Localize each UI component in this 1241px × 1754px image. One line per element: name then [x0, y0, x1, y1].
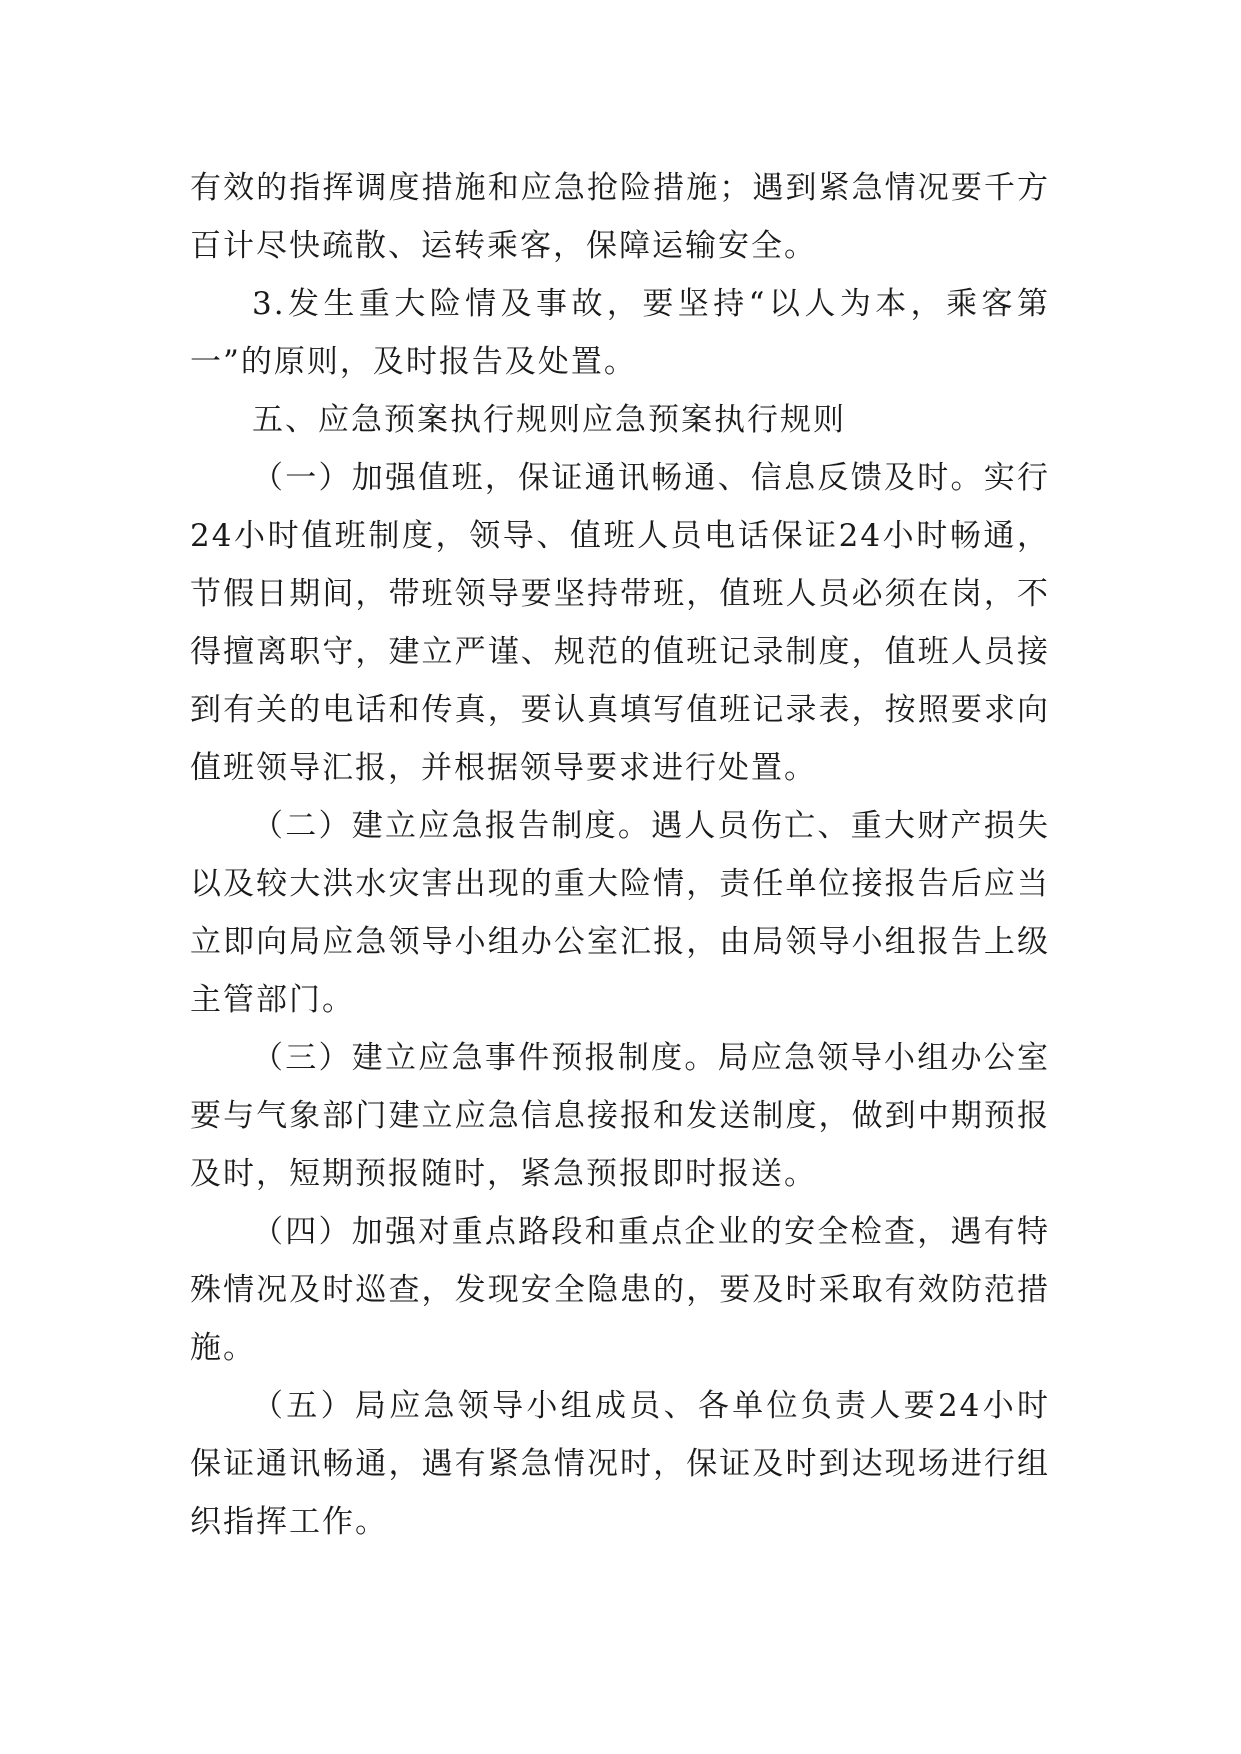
paragraph-continuation: 有效的指挥调度措施和应急抢险措施；遇到紧急情况要千方百计尽快疏散、运转乘客，保障运输安全。 [190, 170, 1050, 264]
paragraph-section-5: （五）局应急领导小组成员、各单位负责人要24小时保证通讯畅通，遇有紧急情况时，保证及时到达现场进行组织指挥工作。 [190, 1388, 1050, 1540]
paragraph-section-2: （二）建立应急报告制度。遇人员伤亡、重大财产损失以及较大洪水灾害出现的重大险情，责任单位接报告后应当立即向局应急领导小组办公室汇报，由局领导小组报告上级主管部门。 [190, 808, 1050, 1018]
paragraph-section-4: （四）加强对重点路段和重点企业的安全检查，遇有特殊情况及时巡查，发现安全隐患的，要及时采取有效防范措施。 [190, 1214, 1050, 1366]
paragraph-section-1: （一）加强值班，保证通讯畅通、信息反馈及时。实行24小时值班制度，领导、值班人员电话保证24小时畅通，节假日期间，带班领导要坚持带班，值班人员必须在岗，不得擅离职守，建立严谨、规范的值班记录制度，值班人员接到有关的电话和传真，要认真填写值班记录表，按照要求向值班领导汇报，并根据领导要求进行处置。 [190, 460, 1050, 786]
paragraph-item-3: 3.发生重大险情及事故，要坚持“以人为本，乘客第一”的原则，及时报告及处置。 [190, 286, 1050, 380]
document-body [190, 159, 1050, 1551]
paragraph-section-3: （三）建立应急事件预报制度。局应急领导小组办公室要与气象部门建立应急信息接报和发送制度，做到中期预报及时，短期预报随时，紧急预报即时报送。 [190, 1040, 1050, 1192]
section-heading-five: 五、应急预案执行规则应急预案执行规则 [252, 402, 846, 438]
